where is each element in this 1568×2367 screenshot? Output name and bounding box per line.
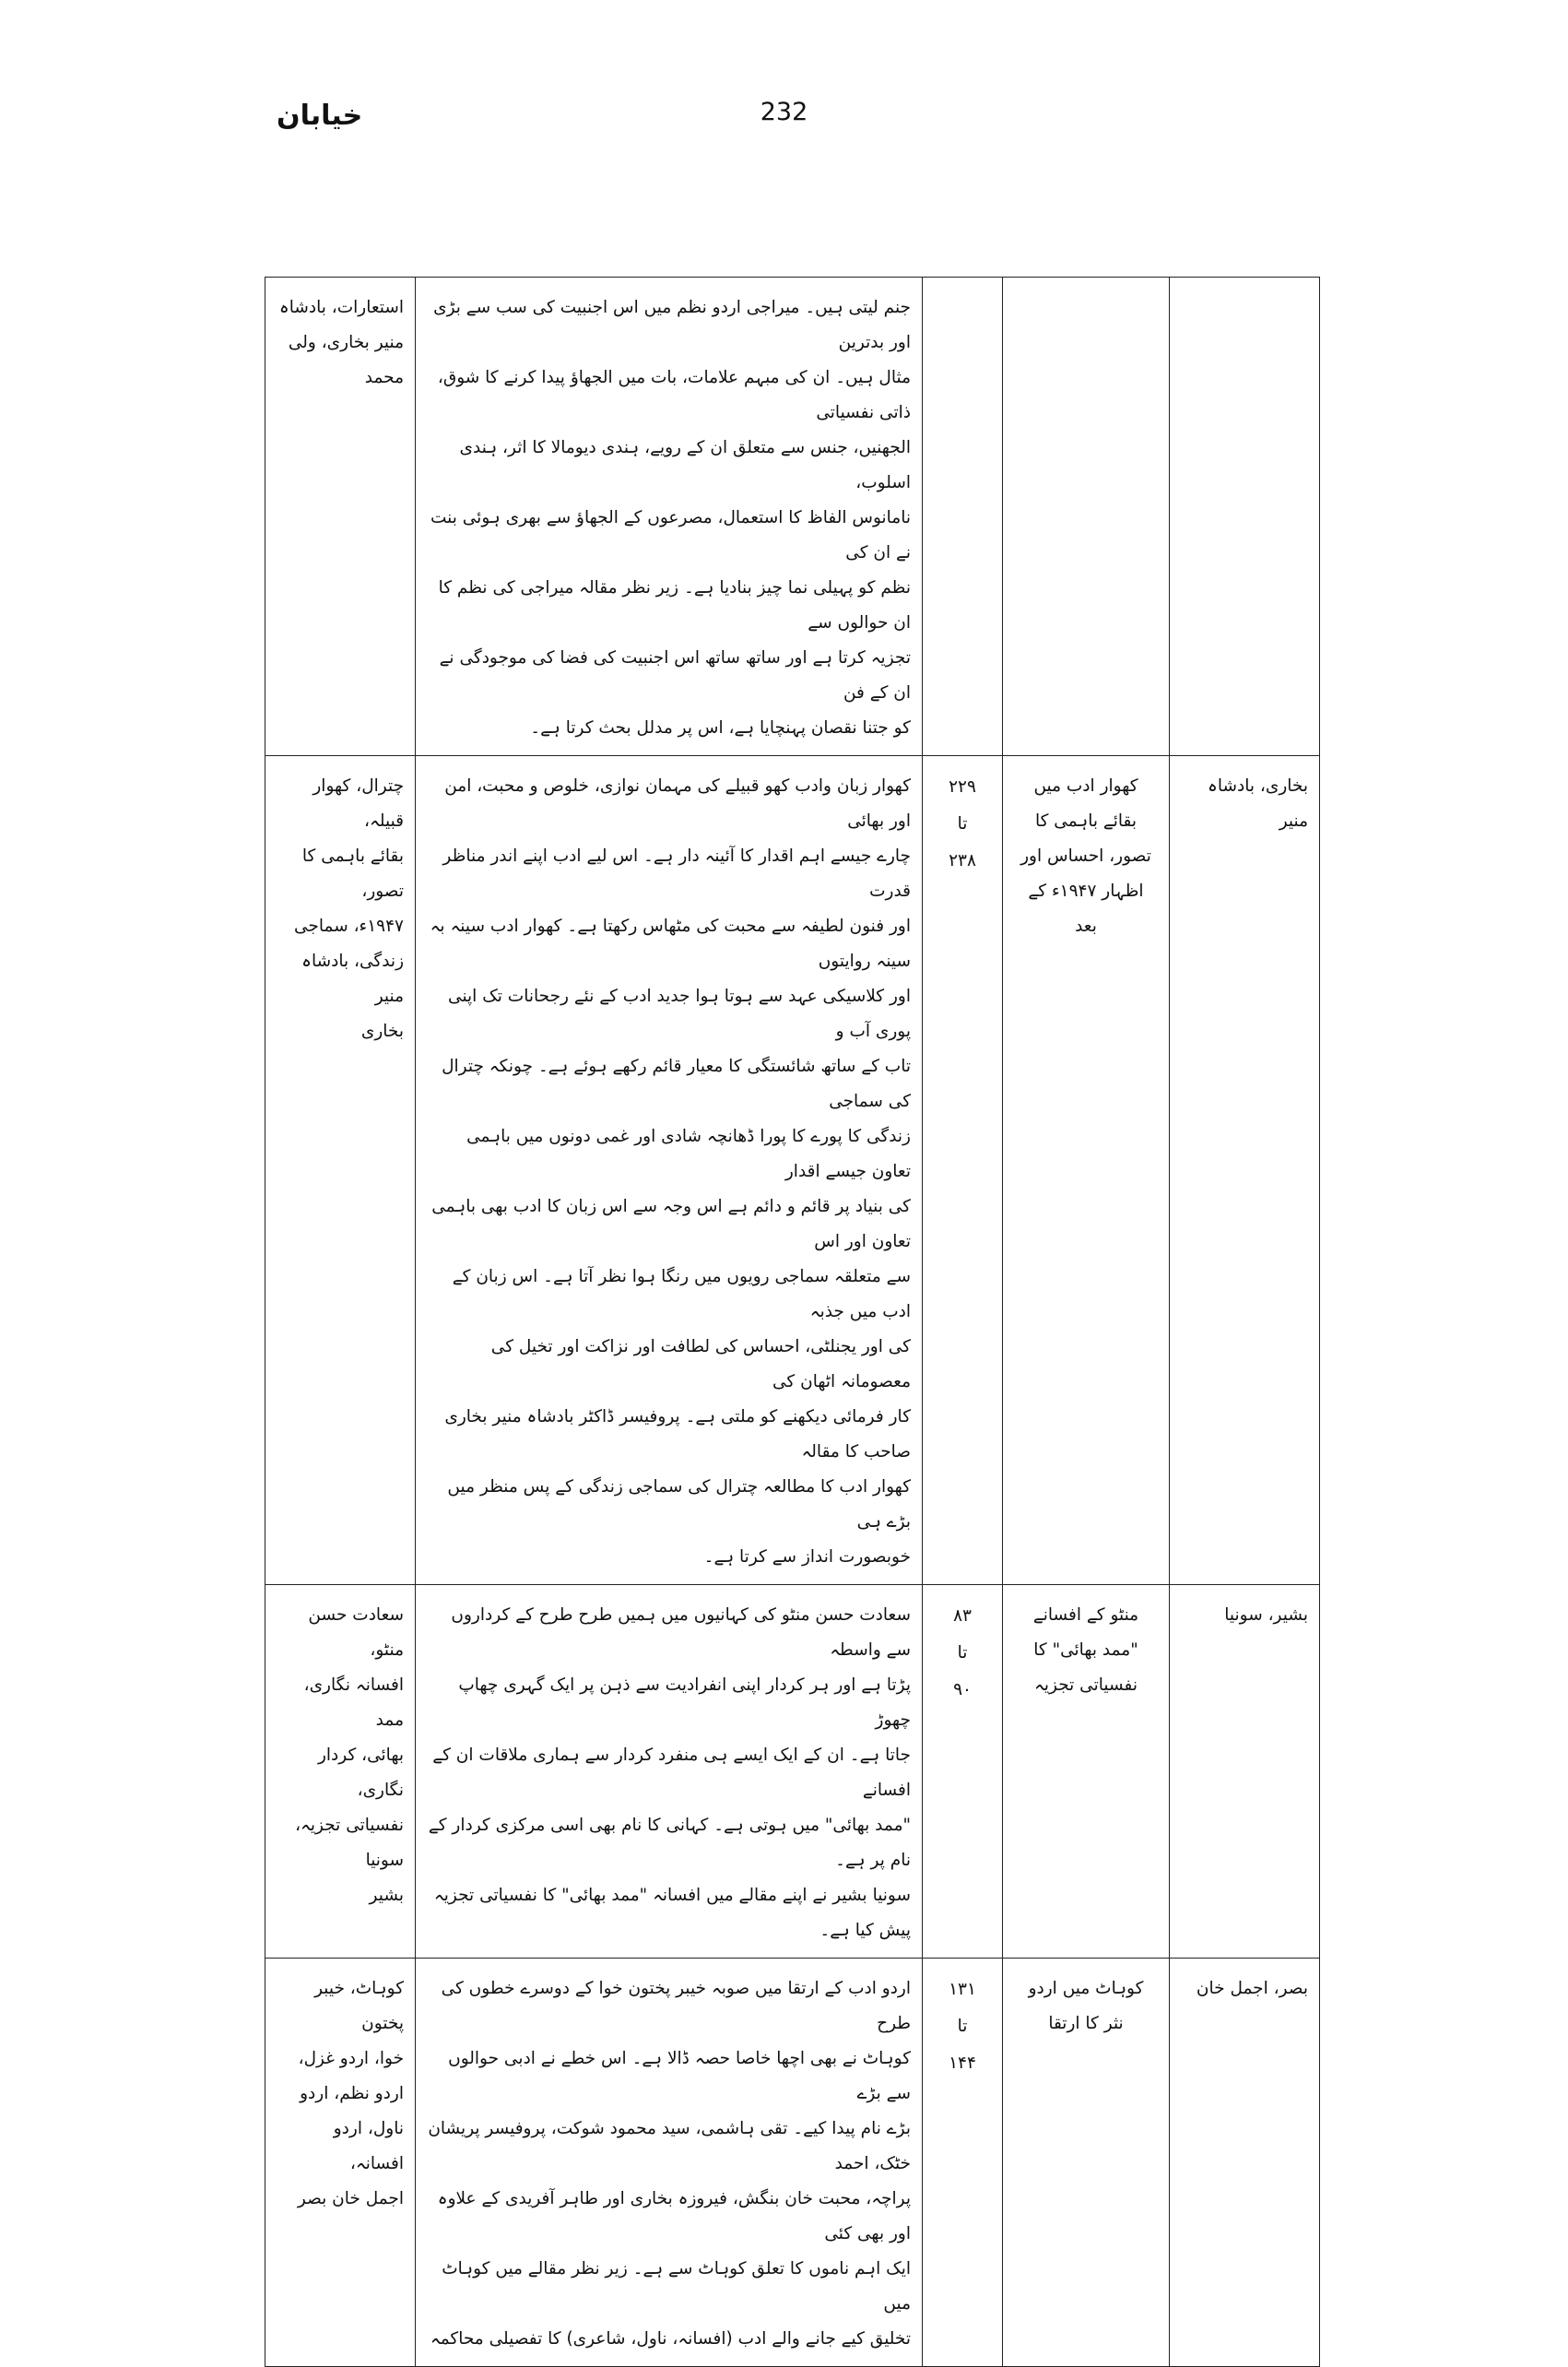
abstract-cell-line: پراچہ، محبت خان بنگش، فیروزہ بخاری اور طاہر آفریدی کے علاوہ اور بھی کئی [437,2189,911,2243]
abstract-cell-line: اور فنون لطیفہ سے محبت کی مٹھاس رکھتا ہے۔ کھوار ادب سینہ بہ سینہ روایتوں [430,917,911,971]
title-cell-line: نثر کا ارتقا [1048,2014,1124,2033]
abstract-cell-line: کو جتنا نقصان پہنچایا ہے، اس پر مدلل بحث کرتا ہے۔ [530,718,911,738]
author-cell [1170,278,1320,756]
abstract-cell-line: اردو ادب کے ارتقا میں صوبہ خیبر پختون خوا کے دوسرے خطوں کی طرح [441,1979,911,2033]
title-cell-line: بعد [1075,917,1097,936]
keywords-cell-line: خوا، اردو غزل، [298,2049,404,2068]
keywords-cell-line: بخاری [360,1022,404,1041]
abstract-cell-line: کی اور یجنلٹی، احساس کی لطافت اور نزاکت اور تخیل کی معصومانہ اٹھان کی [490,1337,911,1391]
keywords-cell-line: تصور، [361,882,404,901]
abstract-cell-line: اور کلاسیکی عہد سے ہوتا ہوا جدید ادب کے نئے رجحانات تک اپنی پوری آب و [448,987,911,1041]
abstract-cell-line: نظم کو پہیلی نما چیز بنادیا ہے۔ زیر نظر مقالہ میراجی کی نظم کا ان حوالوں سے [438,578,911,633]
title-cell-line: کھوار ادب میں [1033,776,1138,796]
journal-title: خیابان [277,100,363,132]
table-row [265,1959,1320,2367]
abstract-cell [416,756,923,1585]
abstract-cell-line: تجزیہ کرتا ہے اور ساتھ ساتھ اس اجنبیت کی فضا کی موجودگی نے ان کے فن [439,648,911,703]
table-row [265,1585,1320,1959]
keywords-cell-line: افسانہ نگاری، ممد [303,1675,404,1730]
title-cell-line: منٹو کے افسانے [1032,1605,1139,1625]
keywords-cell-line: منیر بخاری، ولی محمد [288,333,404,387]
title-cell [1003,1959,1170,2367]
author-cell: بصر، اجمل خان [1170,1959,1320,2367]
pages-cell [923,1585,1003,1959]
abstract-cell-line: جاتا ہے۔ ان کے ایک ایسے ہی منفرد کردار سے ہماری ملاقات ان کے افسانے [432,1746,911,1800]
title-cell-line: نفسیاتی تجزیہ [1034,1675,1138,1695]
abstract-cell-line: سعادت حسن منٹو کی کہانیوں میں ہمیں طرح طرح کے کرداروں سے واسطہ [451,1605,911,1660]
abstract-cell-line: الجھنیں، جنس سے متعلق ان کے رویے، ہندی دیومالا کا اثر، ہندی اسلوب، [459,438,911,492]
pages-cell-line: ۱۳۱ [949,1980,976,1999]
abstract-cell-line: کی بنیاد پر قائم و دائم ہے اس وجہ سے اس زبان کا ادب بھی باہمی تعاون اور اس [431,1197,911,1251]
abstract-cell-line: کار فرمائی دیکھنے کو ملتی ہے۔ پروفیسر ڈاکٹر بادشاہ منیر بخاری صاحب کا مقالہ [444,1407,911,1462]
abstract-cell [416,1959,923,2367]
author-cell: بشیر، سونیا [1170,1585,1320,1959]
keywords-cell [265,1585,416,1959]
abstract-cell-line: کوہاٹ نے بھی اچھا خاصا حصہ ڈالا ہے۔ اس خطے نے ادبی حوالوں سے بڑے [448,2049,911,2103]
abstract-cell-line: مثال ہیں۔ ان کی مبہم علامات، بات میں الجھاؤ پیدا کرنے کا شوق، ذاتی نفسیاتی [437,368,911,422]
page-number: 232 [760,98,808,126]
keywords-cell-line: ناول، اردو افسانہ، [333,2119,404,2173]
title-cell-line: اظہار ۱۹۴۷ء کے [1028,882,1144,901]
abstract-cell-line: بڑے نام پیدا کیے۔ تقی ہاشمی، سید محمود شوکت، پروفیسر پریشان خٹک، احمد [428,2119,911,2173]
keywords-cell-line: اردو نظم، اردو [300,2084,404,2103]
abstract-cell-line: نامانوس الفاظ کا استعمال، مصرعوں کے الجھاؤ سے بھری ہوئی بنت نے ان کی [430,508,911,562]
abstract-cell-line: ایک اہم ناموں کا تعلق کوہاٹ سے ہے۔ زیر نظر مقالے میں کوہاٹ میں [442,2259,911,2314]
title-cell [1003,278,1170,756]
pages-cell [923,756,1003,1585]
keywords-cell-line: زندگی، بادشاہ منیر [301,952,404,1006]
keywords-cell-line: اجمل خان بصر [297,2189,404,2208]
abstract-cell [416,1585,923,1959]
abstract-cell-line: جنم لیتی ہیں۔ میراجی اردو نظم میں اس اجنبیت کی سب سے بڑی اور بدترین [433,298,911,352]
abstract-cell-line: تاب کے ساتھ شائستگی کا معیار قائم رکھے ہوئے ہے۔ چونکہ چترال کی سماجی [442,1057,911,1111]
keywords-cell [265,1959,416,2367]
title-cell-line: کوہاٹ میں اردو [1028,1979,1144,1998]
keywords-cell [265,278,416,756]
pages-cell [923,1959,1003,2367]
abstract-cell-line: تخلیق کیے جانے والے ادب (افسانہ، ناول، شاعری) کا تفصیلی محاکمہ [430,2329,911,2349]
keywords-cell [265,756,416,1585]
title-cell [1003,756,1170,1585]
keywords-cell-line: نفسیاتی تجزیہ، سونیا [295,1816,404,1870]
pages-cell-line: ۹۰ [953,1680,972,1699]
abstract-cell-line: سے متعلقہ سماجی رویوں میں رنگا ہوا نظر آتا ہے۔ اس زبان کے ادب میں جذبہ [452,1267,911,1321]
keywords-cell-line: ۱۹۴۷ء، سماجی [294,917,404,936]
pages-cell [923,278,1003,756]
table-row [265,756,1320,1585]
abstract-cell [416,278,923,756]
title-cell-line: "ممد بھائی" کا [1033,1640,1138,1660]
keywords-cell-line: بشیر [369,1886,404,1905]
abstract-cell-line: کھوار زبان وادب کھو قبیلے کی مہمان نوازی، خلوص و محبت، امن اور بھائی [444,776,911,831]
pages-cell-line: ۲۳۸ [949,851,976,870]
pages-cell-line: ۲۲۹ [949,777,976,797]
abstract-cell-line: خوبصورت انداز سے کرتا ہے۔ [703,1547,911,1567]
abstract-cell-line: چارے جیسے اہم اقدار کا آئینہ دار ہے۔ اس لیے ادب اپنے اندر مناظر قدرت [442,846,911,901]
keywords-cell-line: کوہاٹ، خیبر پختون [314,1979,404,2033]
pages-cell-line: تا [957,814,968,834]
pages-cell-line: ۱۴۴ [949,2053,976,2073]
abstract-cell-line: "ممد بھائی" میں ہوتی ہے۔ کہانی کا نام بھی اسی مرکزی کردار کے نام پر ہے۔ [428,1816,911,1870]
abstract-cell-line: پڑتا ہے اور ہر کردار اپنی انفرادیت سے ذہن پر ایک گہری چھاپ چھوڑ [458,1675,911,1730]
pages-cell-line: تا [957,2017,968,2036]
keywords-cell-line: بقائے باہمی کا [301,846,404,866]
abstract-cell-line: کھوار ادب کا مطالعہ چترال کی سماجی زندگی کے پس منظر میں بڑے ہی [447,1477,911,1532]
keywords-cell-line: بھائی، کردار نگاری، [317,1746,404,1800]
keywords-cell-line: استعارات، بادشاہ [278,298,404,317]
abstract-cell-line: زندگی کا پورے کا پورا ڈھانچہ شادی اور غمی دونوں میں باہمی تعاون جیسے اقدار [466,1127,911,1181]
title-cell-line: تصور، احساس اور [1020,846,1151,866]
pages-cell-line: تا [957,1643,968,1663]
author-cell: بخاری، بادشاہ منیر [1170,756,1320,1585]
abstract-cell-line: سونیا بشیر نے اپنے مقالے میں افسانہ "ممد بھائی" کا نفسیاتی تجزیہ پیش کیا ہے۔ [433,1886,911,1940]
pages-cell-line: ۸۳ [953,1606,972,1626]
index-table [265,277,1320,2367]
keywords-cell-line: سعادت حسن منٹو، [308,1605,404,1660]
title-cell-line: بقائے باہمی کا [1034,811,1138,831]
title-cell [1003,1585,1170,1959]
keywords-cell-line: چترال، کھوار قبیلہ، [312,776,404,831]
table-row [265,278,1320,756]
